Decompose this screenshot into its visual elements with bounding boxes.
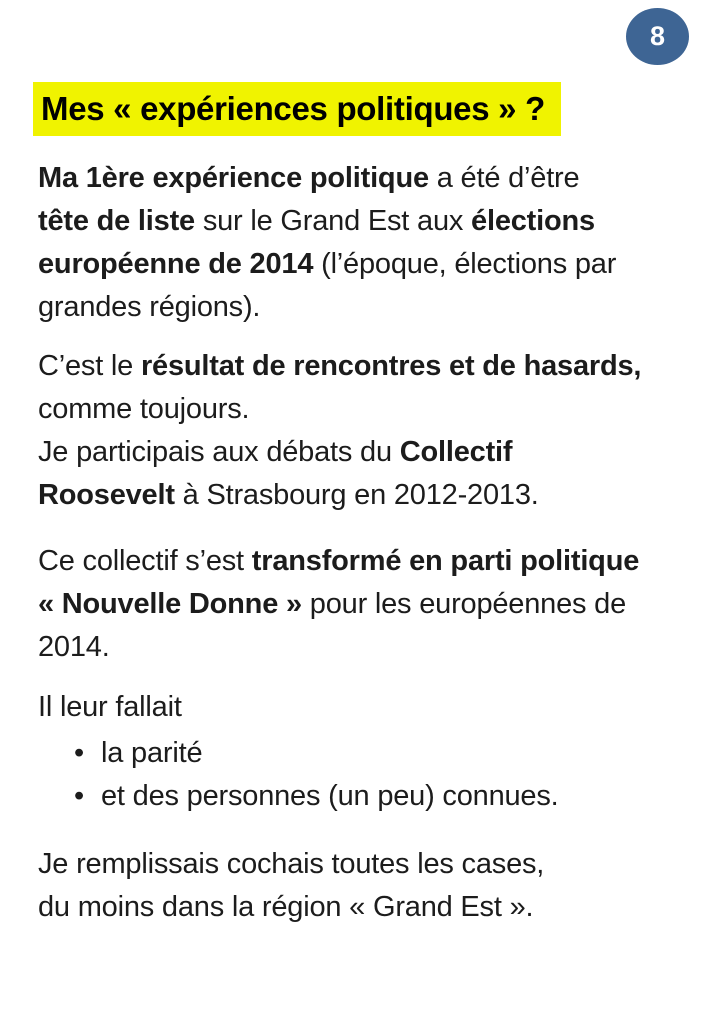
paragraph [38,843,698,929]
page-number: 8 [649,21,666,51]
text-run: Il leur fallait [38,691,182,723]
text-run: C’est le [38,350,141,382]
text-run: transformé en parti politique [251,545,640,577]
text-line [38,886,698,929]
bullet-text: et des personnes (un peu) connues. [101,780,559,812]
text-line [38,626,698,669]
text-line [38,540,698,583]
paragraph [38,157,698,329]
text-run: Je participais aux débats du [38,436,400,468]
text-run: pour les européennes de [301,588,627,620]
text-line [38,200,698,243]
text-run: élections [471,205,595,237]
content-blocks [38,157,698,929]
content-area [38,82,698,929]
paragraph [38,686,698,729]
text-run: Ma 1ère expérience politique [38,162,429,194]
text-run: résultat de rencontres et de hasards, [140,350,642,382]
bullet-item [38,732,698,775]
text-run: comme toujours. [38,393,250,425]
text-line [38,431,698,474]
text-line [38,474,698,517]
text-run: Je remplissais cochais toutes les cases, [38,848,545,880]
bullet-list [38,732,698,818]
text-run: (l’époque, élections par [313,248,617,280]
bullet-text: la parité [101,737,203,769]
text-run: du moins dans la région « Grand Est ». [38,891,534,923]
text-line [38,286,698,329]
text-run: « Nouvelle Donne » [38,588,302,620]
text-line [38,345,698,388]
text-line [38,388,698,431]
text-run: sur le Grand Est aux [194,205,472,237]
slide-title [38,82,698,136]
text-run: Collectif [399,436,513,468]
text-line [38,843,698,886]
text-run: européenne de 2014 [38,248,314,280]
paragraph [38,540,698,669]
text-run: grandes régions). [38,291,261,323]
text-line [38,243,698,286]
bullet-item [38,775,698,818]
text-run: tête de liste [38,205,195,237]
title-text: Mes « expériences politiques » ? [33,82,561,136]
bullet-dot-icon: • [74,780,84,812]
text-line [38,583,698,626]
text-line [38,686,698,729]
page-number-badge [626,8,689,65]
bullet-dot-icon: • [74,737,84,769]
text-run: a été d’être [428,162,580,194]
text-line [38,157,698,200]
paragraph [38,345,698,517]
text-run: Ce collectif s’est [38,545,252,577]
text-run: à Strasbourg en 2012-2013. [174,479,539,511]
text-run: 2014. [38,631,110,663]
text-run: Roosevelt [38,479,175,511]
